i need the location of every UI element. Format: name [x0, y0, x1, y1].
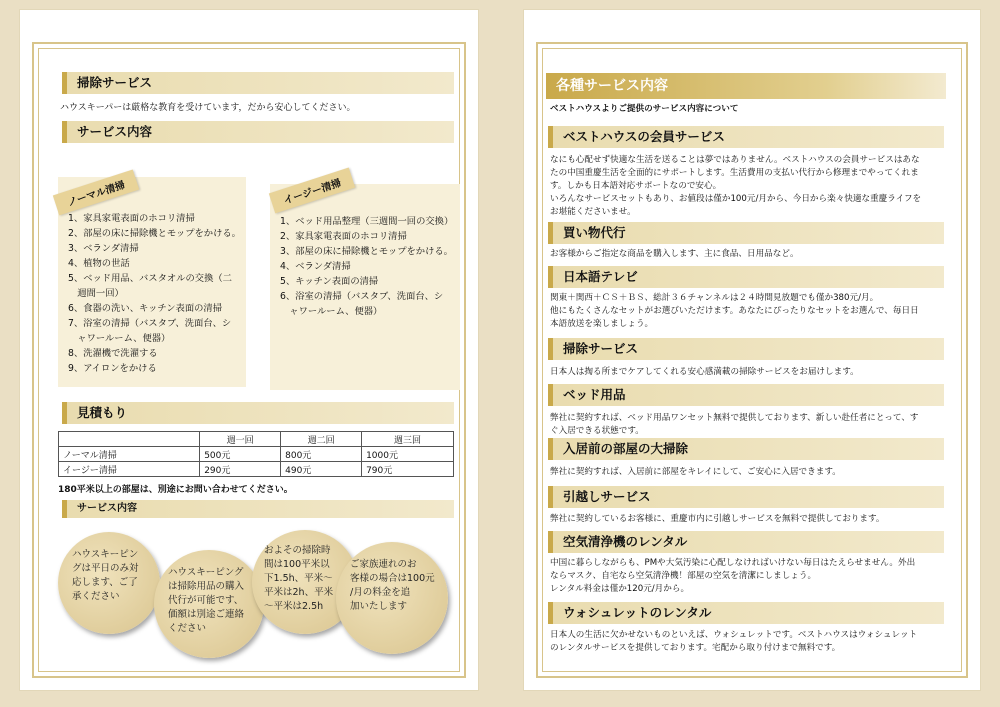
page-subtitle: ベストハウスよりご提供のサービス内容について [550, 104, 739, 114]
table-cell: 500元 [200, 447, 281, 462]
list-item: ャワールーム、便器） [68, 333, 171, 344]
table-cell: 800元 [281, 447, 362, 462]
left-page [20, 10, 478, 690]
section-text: 中国に暮らしながらも、PMや大気汚染に心配しなければいけない毎日はたえらせません。外出 ならマスク、自宅なら空気清浄機！部屋の空気を清潔にしましょう。 レンタル料金は僅か120元/月から。 [550, 558, 916, 594]
list-item: 5、キッチン表面の清掃 [280, 276, 379, 287]
section-heading: 入居前の部屋の大掃除 [548, 438, 944, 460]
quote-note: 180平米以上の部屋は、別途にお問い合わせてください。 [58, 485, 293, 495]
info-circle: ハウスキーピング は掃除用品の購入 代行が可能です、 価額は別途ご連絡 ください [154, 550, 264, 658]
list-item: 7、浴室の清掃（バスタブ、洗面台、シ [68, 318, 232, 329]
table-header: 週三回 [362, 432, 454, 447]
table-header: 週一回 [200, 432, 281, 447]
easy-cleaning-tag: イージー清掃 [269, 168, 355, 214]
list-item: 8、洗濯機で洗濯する [68, 348, 158, 359]
section-heading: 空気清浄機のレンタル [548, 531, 944, 553]
section-text: 弊社に契約すれば、ベッド用品ワンセット無料で提供しております、新しい赴任者にとって、す ぐ入居できる状態です。 [550, 413, 919, 436]
section-heading: ベストハウスの会員サービス [548, 126, 944, 148]
list-item: 3、ベランダ清掃 [68, 243, 139, 254]
cleaning-service-heading: 掃除サービス [62, 72, 454, 94]
list-item: 1、ベッド用品整理（三週間一回の交換） [280, 216, 454, 227]
table-cell: 1000元 [362, 447, 454, 462]
page-title: 各種サービス内容 [546, 73, 946, 99]
table-cell: 290元 [200, 462, 281, 477]
info-circle: ハウスキーピン グは平日のみ対 応します、ご了 承ください [58, 532, 160, 634]
table-row [59, 447, 454, 462]
list-item: 週間一回） [68, 288, 124, 299]
list-item: 6、浴室の清掃（バスタブ、洗面台、シ [280, 291, 444, 302]
list-item: 2、部屋の床に掃除機とモップをかける。 [68, 228, 241, 239]
table-header: 週二回 [281, 432, 362, 447]
table-cell: ノーマル清掃 [59, 447, 200, 462]
right-page [524, 10, 980, 690]
table-header [59, 432, 200, 447]
list-item: 1、家具家電表面のホコリ清掃 [68, 213, 195, 224]
section-text: 日本人は掏る所までケアしてくれる安心感満載の掃除サービスをお届けします。 [550, 367, 859, 377]
section-heading: ベッド用品 [548, 384, 944, 406]
list-item: 4、ベランダ清掃 [280, 261, 351, 272]
quote-table [58, 431, 454, 477]
section-text: 日本人の生活に欠かせないものといえば、ウォシュレットです。ベストハウスはウォシュレット のレンタルサービスを提供しております。宅配から取り付けまで無料です。 [550, 630, 918, 653]
table-row [59, 462, 454, 477]
section-heading: ウォシュレットのレンタル [548, 602, 944, 624]
section-text: 弊社に契約しているお客様に、重慶市内に引越しサービスを無料で提供しております。 [550, 514, 885, 524]
service-content-heading-2: サービス内容 [62, 500, 454, 518]
list-item: 6、食器の洗い、キッチン表面の清掃 [68, 303, 223, 314]
table-header-row [59, 432, 454, 447]
list-item: 9、アイロンをかける [68, 363, 157, 374]
cleaning-intro-text: ハウスキーパーは厳格な教育を受けています，だから安心してください。 [60, 103, 356, 113]
list-item: 2、家具家電表面のホコリ清掃 [280, 231, 407, 242]
section-text: 関東＋関西＋ＣＳ＋ＢＳ、総計３６チャンネルは２４時間見放題でも僅か380元/月。 他にもたくさんなセットがお選びいただけます。あなたにぴったりなセットをお選んで、毎日日 本語放送を楽しましょう。 [550, 293, 919, 329]
list-item: 4、植物の世話 [68, 258, 130, 269]
table-cell: イージー清掃 [59, 462, 200, 477]
section-heading: 買い物代行 [548, 222, 944, 244]
normal-cleaning-list [58, 177, 246, 387]
list-item: ャワールーム、便器） [280, 306, 383, 317]
section-text: なにも心配せず快適な生活を送ることは夢ではありません。ベストハウスの会員サービスはあな たの中国重慶生活を全面的にサポートします。生活費用の支払い代行から修理までやってくれま す。しかも日本語対応サポートなので安心。 いろんなサービスセットもあり、お値段は僅か100元/月から、今日から楽々快適な重慶ライフを お堪能くださいませ。 [550, 155, 922, 217]
section-heading: 掃除サービス [548, 338, 944, 360]
section-text: 弊社に契約すれば、入居前に部屋をキレイにして、ご安心に入居できます。 [550, 467, 841, 477]
quote-heading: 見積もり [62, 402, 454, 424]
section-text: お客様からご指定な商品を購入します、主に食品、日用品など。 [550, 249, 799, 259]
easy-cleaning-list [270, 184, 460, 390]
section-heading: 日本語テレビ [548, 266, 944, 288]
info-circle: ご家族連れのお 客様の場合は100元 /月の料金を追 加いたします [336, 542, 448, 654]
table-cell: 490元 [281, 462, 362, 477]
table-cell: 790元 [362, 462, 454, 477]
list-item: 3、部屋の床に掃除機とモップをかける。 [280, 246, 453, 257]
section-heading: 引越しサービス [548, 486, 944, 508]
info-circle: およその掃除時 間は100平米以 下1.5h、平米～ 平米は2h、平米 ～平米は2.5h [252, 530, 358, 634]
list-item: 5、ベッド用品、バスタオルの交換（二 [68, 273, 232, 284]
normal-cleaning-tag: ノーマル清掃 [53, 170, 139, 216]
service-content-heading: サービス内容 [62, 121, 454, 143]
